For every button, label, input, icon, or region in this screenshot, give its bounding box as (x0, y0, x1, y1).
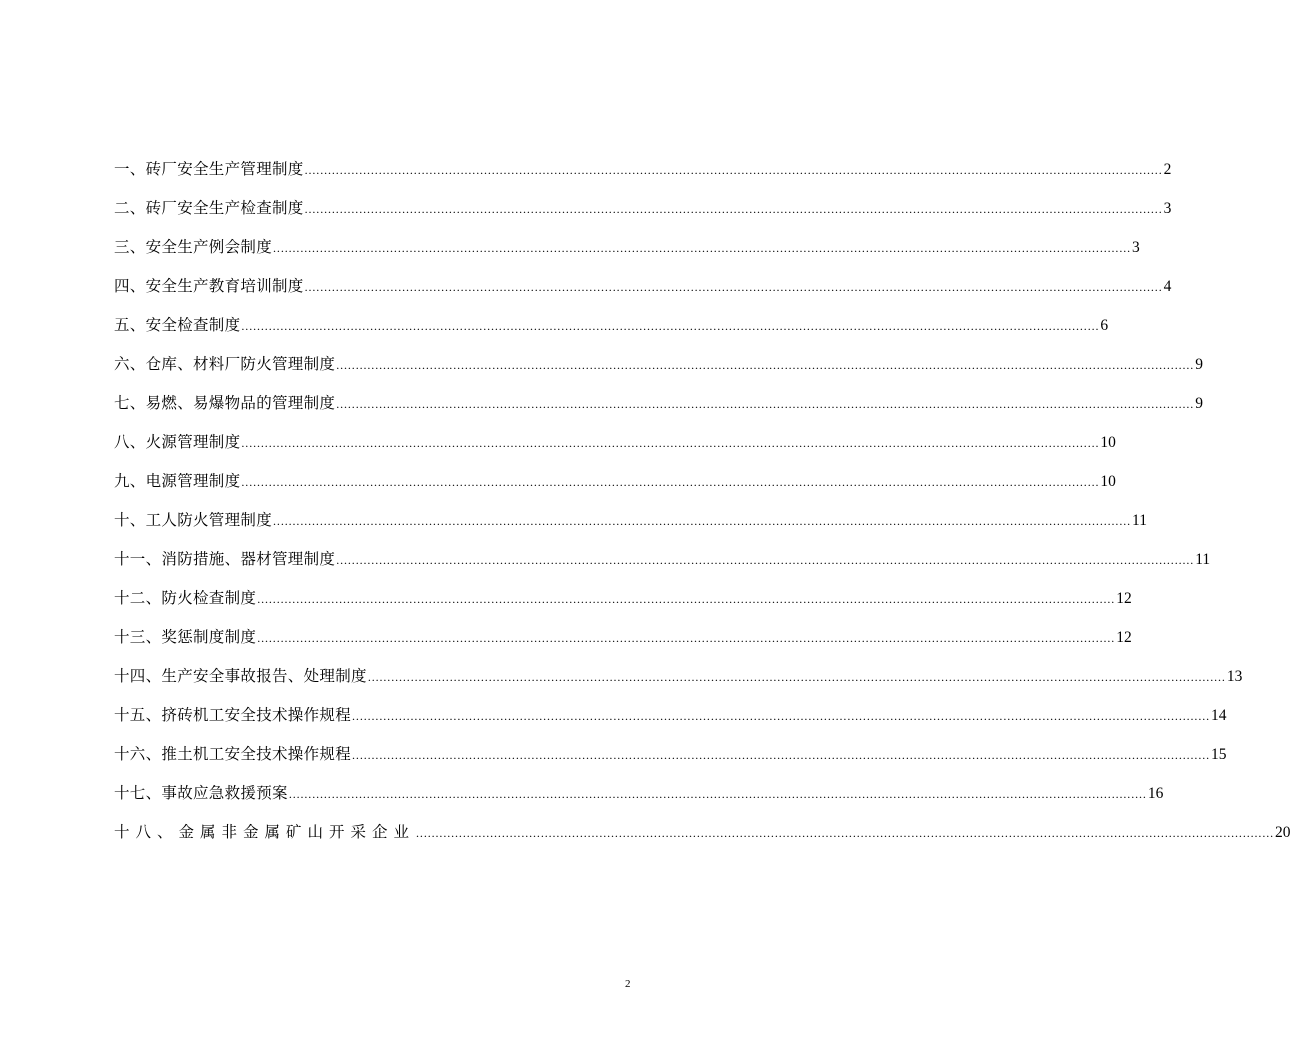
toc-entry-title: 十、工人防火管理制度 (114, 510, 273, 529)
table-of-contents (114, 138, 1291, 841)
toc-dot-leader: ............................................................................................................................................................................................................................ (352, 748, 1211, 762)
toc-entry[interactable] (114, 762, 1164, 802)
toc-entry[interactable] (114, 567, 1132, 607)
toc-entry-page: 10 (1100, 433, 1116, 451)
toc-entry-page: 9 (1195, 394, 1203, 412)
toc-entry[interactable] (114, 450, 1116, 490)
toc-entry-title: 五、安全检查制度 (114, 315, 241, 334)
toc-entry-title: 二、砖厂安全生产检查制度 (114, 198, 304, 217)
toc-entry-title: 四、安全生产教育培训制度 (114, 276, 304, 295)
toc-entry-title: 六、仓库、材料厂防火管理制度 (114, 354, 336, 373)
toc-dot-leader: ............................................................................................................................................................................................................................ (257, 592, 1116, 606)
toc-entry-page: 20 (1275, 823, 1291, 841)
toc-entry-title: 十八、金属非金属矿山开采企业 (114, 822, 416, 841)
toc-entry[interactable] (114, 411, 1116, 451)
toc-entry[interactable] (114, 372, 1203, 412)
toc-entry-page: 16 (1147, 784, 1164, 802)
toc-entry[interactable] (114, 138, 1172, 178)
toc-entry-page: 12 (1116, 628, 1132, 646)
toc-entry-page: 3 (1132, 238, 1140, 256)
toc-entry[interactable] (114, 684, 1227, 724)
toc-dot-leader: ............................................................................................................................................................................................................................ (288, 787, 1147, 801)
toc-dot-leader: ............................................................................................................................................................................................................................ (416, 826, 1275, 840)
toc-entry-title: 七、易燃、易爆物品的管理制度 (114, 393, 336, 412)
toc-dot-leader: ............................................................................................................................................................................................................................ (367, 670, 1226, 684)
toc-entry-page: 10 (1100, 472, 1116, 490)
toc-entry[interactable] (114, 801, 1291, 841)
toc-dot-leader: ............................................................................................................................................................................................................................ (336, 553, 1195, 567)
toc-entry[interactable] (114, 216, 1140, 256)
toc-dot-leader: ............................................................................................................................................................................................................................ (241, 475, 1100, 489)
toc-entry-title: 三、安全生产例会制度 (114, 237, 273, 256)
toc-entry[interactable] (114, 606, 1132, 646)
toc-dot-leader: ............................................................................................................................................................................................................................ (304, 202, 1163, 216)
toc-entry-page: 9 (1195, 355, 1203, 373)
toc-entry[interactable] (114, 333, 1203, 373)
toc-dot-leader: ............................................................................................................................................................................................................................ (241, 319, 1100, 333)
toc-dot-leader: ............................................................................................................................................................................................................................ (304, 163, 1163, 177)
toc-entry-title: 九、电源管理制度 (114, 471, 241, 490)
toc-dot-leader: ............................................................................................................................................................................................................................ (352, 709, 1211, 723)
toc-entry[interactable] (114, 294, 1109, 334)
toc-entry[interactable] (114, 255, 1172, 295)
toc-dot-leader: ............................................................................................................................................................................................................................ (304, 280, 1163, 294)
toc-dot-leader: ............................................................................................................................................................................................................................ (273, 241, 1132, 255)
toc-entry-page: 13 (1226, 667, 1243, 685)
toc-entry-title: 十四、生产安全事故报告、处理制度 (114, 666, 367, 685)
toc-entry-page: 11 (1132, 511, 1147, 529)
toc-entry[interactable] (114, 645, 1243, 685)
toc-entry-title: 十六、推土机工安全技术操作规程 (114, 744, 352, 763)
page-number: 2 (625, 978, 631, 990)
toc-dot-leader: ............................................................................................................................................................................................................................ (241, 436, 1100, 450)
toc-entry-page: 12 (1116, 589, 1132, 607)
toc-entry-page: 11 (1195, 550, 1211, 568)
toc-entry[interactable] (114, 528, 1211, 568)
toc-entry-title: 八、火源管理制度 (114, 432, 241, 451)
toc-entry[interactable] (114, 177, 1172, 217)
toc-entry[interactable] (114, 489, 1147, 529)
toc-entry-title: 十一、消防措施、器材管理制度 (114, 549, 336, 568)
toc-entry-title: 十三、奖惩制度制度 (114, 627, 257, 646)
toc-entry-page: 14 (1211, 706, 1227, 724)
toc-entry[interactable] (114, 723, 1227, 763)
toc-dot-leader: ............................................................................................................................................................................................................................ (336, 358, 1195, 372)
toc-dot-leader: ............................................................................................................................................................................................................................ (273, 514, 1132, 528)
toc-entry-title: 十二、防火检查制度 (114, 588, 257, 607)
toc-dot-leader: ............................................................................................................................................................................................................................ (336, 397, 1195, 411)
toc-entry-page: 4 (1163, 277, 1172, 295)
toc-entry-page: 2 (1163, 160, 1172, 178)
toc-entry-title: 一、砖厂安全生产管理制度 (114, 159, 304, 178)
toc-entry-page: 15 (1211, 745, 1227, 763)
toc-entry-title: 十七、事故应急救援预案 (114, 783, 288, 802)
toc-entry-title: 十五、挤砖机工安全技术操作规程 (114, 705, 352, 724)
toc-dot-leader: ............................................................................................................................................................................................................................ (257, 631, 1116, 645)
toc-entry-page: 6 (1100, 316, 1109, 334)
toc-entry-page: 3 (1163, 199, 1172, 217)
